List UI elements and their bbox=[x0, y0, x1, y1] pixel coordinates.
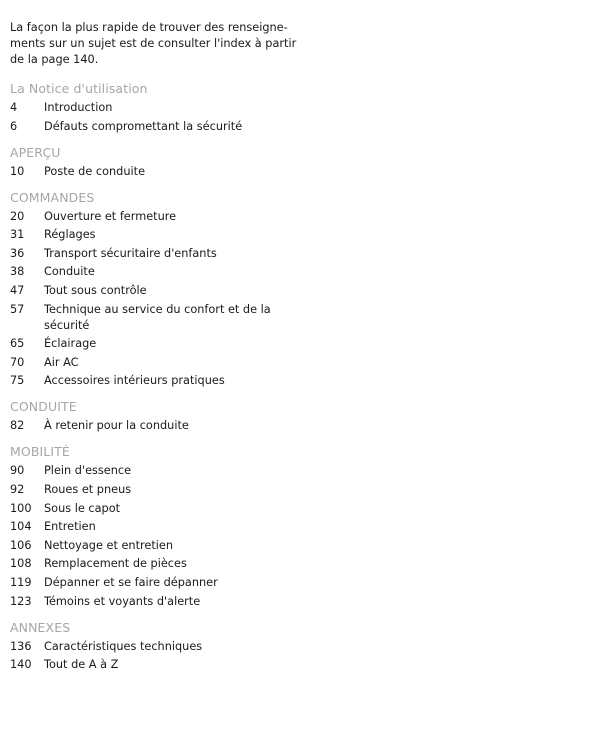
toc-section bbox=[10, 190, 616, 390]
toc-entry[interactable] bbox=[10, 100, 616, 116]
toc-entry-page-number: 70 bbox=[10, 355, 25, 369]
toc-entry-label: Remplacement de pièces bbox=[44, 557, 187, 571]
toc-entry-page-number: 4 bbox=[10, 101, 18, 114]
section-title: APERÇU bbox=[10, 144, 61, 160]
toc-entry-label: Tout sous contrôle bbox=[44, 283, 147, 297]
toc-entry[interactable] bbox=[10, 556, 616, 572]
toc-section bbox=[10, 81, 616, 135]
toc-entry-label: Air AC bbox=[44, 355, 79, 369]
section-title: ANNEXES bbox=[10, 619, 71, 635]
toc-entry-page-number: 82 bbox=[10, 419, 25, 433]
toc-entry-label: Ouverture et fermeture bbox=[44, 209, 177, 223]
toc-entry-page-number: 100 bbox=[10, 501, 32, 515]
toc-entry[interactable] bbox=[10, 538, 616, 554]
toc-entry[interactable] bbox=[10, 501, 616, 517]
toc-entry-label: Roues et pneus bbox=[44, 482, 132, 496]
toc-entry-page-number: 106 bbox=[10, 538, 32, 552]
toc-entry-page-number: 75 bbox=[10, 374, 25, 388]
toc-entry-page-number: 90 bbox=[10, 464, 25, 478]
toc-entry-label: Accessoires intérieurs pratiques bbox=[44, 374, 225, 388]
toc-entry[interactable] bbox=[10, 336, 616, 352]
toc-entry-page-number: 136 bbox=[10, 639, 32, 653]
toc-entry-page-number: 38 bbox=[10, 265, 25, 279]
toc-entry-page-number: 65 bbox=[10, 337, 25, 351]
toc-section bbox=[10, 620, 616, 674]
toc-entry[interactable] bbox=[10, 519, 616, 535]
toc-entry[interactable] bbox=[10, 463, 616, 479]
intro-text: La façon la plus rapide de trouver des renseigne-ments sur un sujet est de consulter l'index à partir de la page 140. bbox=[10, 21, 297, 66]
section-title: La Notice d'utilisation bbox=[10, 81, 148, 96]
toc-entry-label: Réglages bbox=[44, 228, 96, 242]
toc-section bbox=[10, 399, 616, 434]
toc-entry-page-number: 10 bbox=[10, 164, 25, 178]
toc-entry-label: Nettoyage et entretien bbox=[44, 538, 174, 552]
toc-entry[interactable] bbox=[10, 119, 616, 135]
toc-entry-page-number: 119 bbox=[10, 575, 32, 589]
toc-entry[interactable] bbox=[10, 209, 616, 225]
toc-entry-label: Plein d'essence bbox=[44, 464, 132, 478]
toc-entry[interactable] bbox=[10, 639, 616, 655]
section-title: MOBILITÉ bbox=[10, 444, 70, 460]
toc-entry[interactable] bbox=[10, 594, 616, 610]
toc-entry-label: Défauts compromettant la sécurité bbox=[44, 119, 243, 133]
toc-entry[interactable] bbox=[10, 164, 616, 180]
toc-entry-label: Introduction bbox=[44, 101, 113, 114]
toc-entry-page-number: 20 bbox=[10, 209, 25, 223]
toc-entry-page-number: 108 bbox=[10, 557, 32, 571]
toc-entry[interactable] bbox=[10, 302, 616, 334]
toc-entry-page-number: 123 bbox=[10, 594, 32, 608]
toc-entry-label: Entretien bbox=[44, 520, 96, 534]
toc-entry[interactable] bbox=[10, 418, 616, 434]
toc-entry-page-number: 31 bbox=[10, 228, 25, 242]
toc-entry-page-number: 92 bbox=[10, 482, 25, 496]
toc-entry[interactable] bbox=[10, 482, 616, 498]
toc-entry-page-number: 6 bbox=[10, 119, 18, 133]
toc-entry-label: Dépanner et se faire dépanner bbox=[44, 575, 218, 589]
toc-entry[interactable] bbox=[10, 657, 616, 673]
toc-sections bbox=[10, 81, 616, 673]
toc-entry-page-number: 140 bbox=[10, 658, 32, 672]
toc-entry-label: À retenir pour la conduite bbox=[44, 419, 189, 433]
toc-entry-label: Sous le capot bbox=[44, 501, 121, 515]
toc-section bbox=[10, 444, 616, 609]
toc-entry[interactable] bbox=[10, 283, 616, 299]
toc-entry-page-number: 47 bbox=[10, 283, 25, 297]
toc-section bbox=[10, 145, 616, 180]
toc-entry-label: Technique au service du confort et de la sécurité bbox=[44, 302, 271, 332]
toc-entry[interactable] bbox=[10, 575, 616, 591]
section-title: COMMANDES bbox=[10, 189, 95, 205]
toc-entry-page-number: 36 bbox=[10, 246, 25, 260]
toc-entry-page-number: 57 bbox=[10, 302, 25, 316]
toc-entry-label: Transport sécuritaire d'enfants bbox=[44, 246, 217, 260]
toc-entry-label: Conduite bbox=[44, 265, 95, 279]
toc-entry-label: Éclairage bbox=[44, 337, 97, 351]
section-title: CONDUITE bbox=[10, 399, 77, 415]
toc-entry[interactable] bbox=[10, 227, 616, 243]
toc-entry[interactable] bbox=[10, 355, 616, 371]
toc-entry-label: Poste de conduite bbox=[44, 164, 146, 178]
toc-entry-label: Tout de A à Z bbox=[44, 658, 119, 672]
toc-entry-page-number: 104 bbox=[10, 520, 32, 534]
toc-entry-label: Témoins et voyants d'alerte bbox=[44, 594, 201, 608]
toc-entry[interactable] bbox=[10, 246, 616, 262]
toc-entry[interactable] bbox=[10, 264, 616, 280]
toc-entry-label: Caractéristiques techniques bbox=[44, 639, 203, 653]
toc-entry[interactable] bbox=[10, 373, 616, 389]
